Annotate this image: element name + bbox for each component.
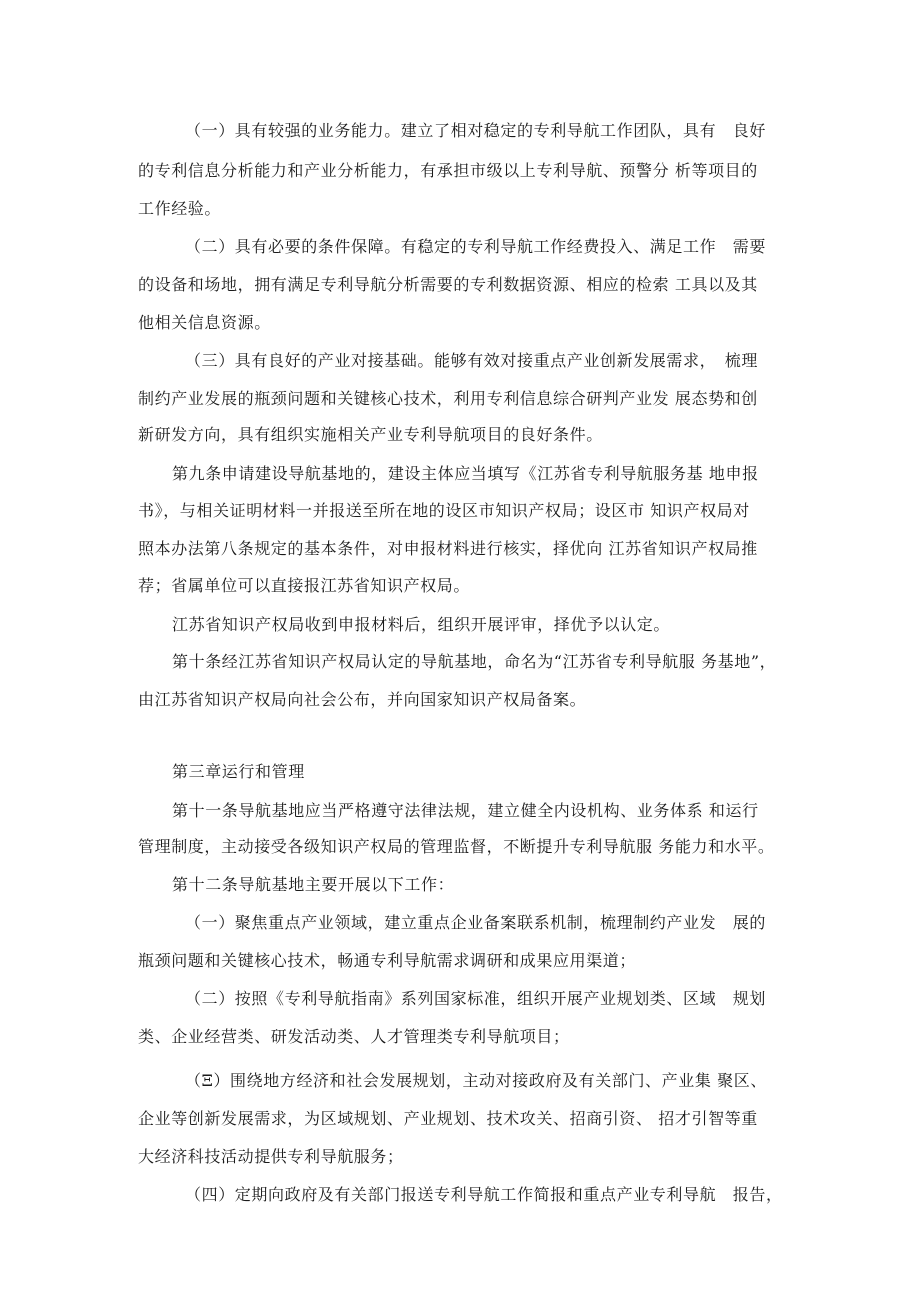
text-line: 他相关信息资源。 (138, 313, 271, 332)
text-line: 第九条申请建设导航基地的，建设主体应当填写《江苏省专利导航服务基 地申报 (172, 464, 759, 483)
text-line: 大经济科技活动提供专利导航服务； (138, 1147, 404, 1166)
text-line: （二）按照《专利导航指南》系列国家标准，组织开展产业规划类、区域 规划 (185, 989, 767, 1008)
chapter-heading: 第三章运行和管理 (172, 762, 305, 781)
text-line: 的设备和场地，拥有满足专利导航分析需要的专利数据资源、相应的检索 工具以及其 (138, 275, 758, 294)
text-line: 的专利信息分析能力和产业分析能力，有承担市级以上专利导航、预警分 析等项目的 (138, 161, 758, 180)
text-line: 企业等创新发展需求，为区域规划、产业规划、技术攻关、招商引资、 招才引智等重 (138, 1109, 758, 1128)
text-line: 书》，与相关证明材料一并报送至所在地的设区市知识产权局；设区市 知识产权局对 (138, 501, 750, 520)
text-line: 照本办法第八条规定的基本条件，对申报材料进行核实，择优向 江苏省知识产权局推 (138, 539, 758, 558)
text-line: 荐；省属单位可以直接报江苏省知识产权局。 (138, 576, 471, 595)
text-line: （Ξ）围绕地方经济和社会发展规划，主动对接政府及有关部门、产业集 聚区、 (185, 1071, 767, 1090)
text-line: 类、企业经营类、研发活动类、人才管理类专利导航项目； (138, 1027, 570, 1046)
text-line: （一）聚焦重点产业领域，建立重点企业备案联系机制，梳理制约产业发 展的 (185, 913, 767, 932)
text-line: 第十二条导航基地主要开展以下工作： (172, 875, 455, 894)
text-line: 由江苏省知识产权局向社会公布，并向国家知识产权局备案。 (138, 690, 587, 709)
text-line: 第十一条导航基地应当严格遵守法律法规，建立健全内设机构、业务体系 和运行 (172, 801, 759, 820)
text-line: 江苏省知识产权局收到申报材料后，组织开展评审，择优予以认定。 (172, 615, 671, 634)
text-line: 制约产业发展的瓶颈问题和关键核心技术，利用专利信息综合研判产业发 展态势和创 (138, 389, 758, 408)
text-line: （二）具有必要的条件保障。有稳定的专利导航工作经费投入、满足工作 需要 (185, 237, 767, 256)
text-line: （一）具有较强的业务能力。建立了相对稳定的专利导航工作团队，具有 良好 (185, 121, 767, 140)
text-line: 工作经验。 (138, 199, 222, 218)
text-line: 新研发方向，具有组织实施相关产业专利导航项目的良好条件。 (138, 425, 603, 444)
text-line: （四）定期向政府及有关部门报送专利导航工作简报和重点产业专利导航 报告， (185, 1185, 783, 1204)
text-line: 第十条经江苏省知识产权局认定的导航基地，命名为“江苏省专利导航服 务基地”， (172, 652, 777, 671)
text-line: 瓶颈问题和关键核心技术，畅通专利导航需求调研和成果应用渠道； (138, 951, 637, 970)
text-line: （三）具有良好的产业对接基础。能够有效对接重点产业创新发展需求， 梳理 (185, 351, 759, 370)
text-line: 管理制度，主动接受各级知识产权局的管理监督，不断提升专利导航服 务能力和水平。 (138, 837, 775, 856)
